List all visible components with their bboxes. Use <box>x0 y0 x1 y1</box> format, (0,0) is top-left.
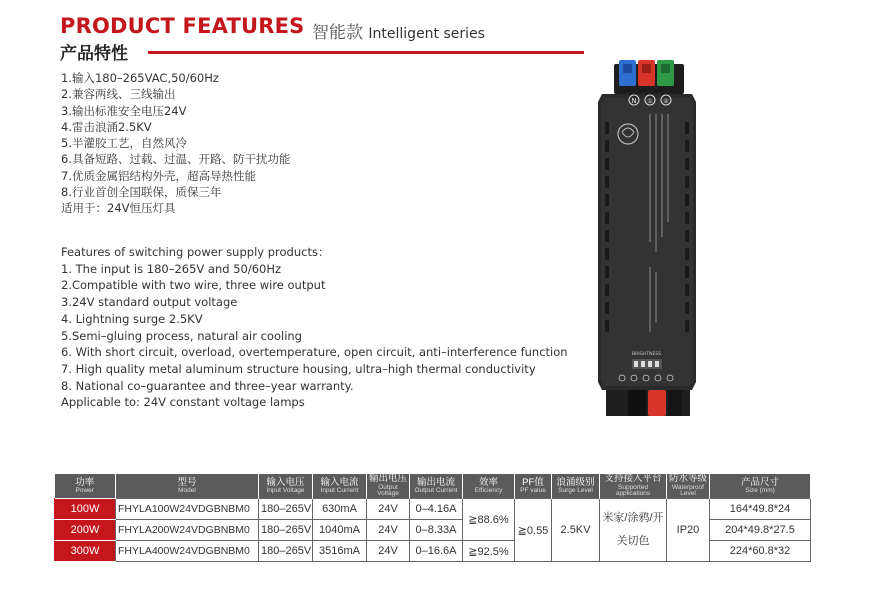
feature-en-item: 7. High quality metal aluminum structure housing, ultra–high thermal conductivity <box>61 361 536 376</box>
feature-cn-item: 2.兼容两线、三线输出 <box>61 87 176 102</box>
feature-en-item: 8. National co–guarantee and three–year warranty. <box>61 378 354 393</box>
cell-input-current: 1040mA <box>313 520 367 541</box>
cell-output-voltage: 24V <box>367 499 410 520</box>
feature-en-item: Applicable to: 24V constant voltage lamps <box>61 395 305 410</box>
cell-efficiency: ≧92.5% <box>463 541 515 562</box>
connector-label-n: N <box>631 97 637 105</box>
output-terminal-black <box>628 390 646 416</box>
feature-en-item: 1. The input is 180–265V and 50/60Hz <box>61 261 282 276</box>
cell-power: 100W <box>55 499 116 520</box>
header-power: 功率 Power <box>55 474 116 499</box>
header-input-voltage: 输入电压 Input Voltage <box>259 474 313 499</box>
cell-output-voltage: 24V <box>367 520 410 541</box>
spec-table <box>54 474 811 562</box>
cell-output-voltage: 24V <box>367 541 410 562</box>
power-supply-image <box>592 52 702 422</box>
connector-label-1: ① <box>647 98 653 105</box>
feature-cn-item: 1.输入180–265VAC,50/60Hz <box>61 71 219 85</box>
feature-cn-item: 3.输出标准安全电压24V <box>61 103 187 118</box>
features-english-list <box>61 244 568 411</box>
title-english: PRODUCT FEATURES <box>60 14 305 38</box>
cell-size: 224*60.8*32 <box>710 541 811 562</box>
series-label <box>312 18 485 43</box>
cell-model: FHYLA400W24VDGBNBM0 <box>116 541 259 562</box>
feature-en-item: 3.24V standard output voltage <box>61 295 238 310</box>
cell-size: 164*49.8*24 <box>710 499 811 520</box>
cell-output-current: 0–8.33A <box>410 520 463 541</box>
header-input-current: 输入电流 Input Current <box>313 474 367 499</box>
brightness-label: BRIGHTNESS <box>632 352 662 357</box>
title-chinese: 产品特性 <box>60 44 128 64</box>
table-row <box>55 499 811 520</box>
feature-en-heading: Features of switching power supply products： <box>61 245 330 259</box>
header-platform: 支持接入平台 Supported applications <box>600 474 667 499</box>
output-terminal-red <box>648 390 666 416</box>
header-model: 型号 Model <box>116 474 259 499</box>
feature-cn-item: 5.半灌胶工艺，自然风冷 <box>61 136 187 151</box>
feature-en-item: 2.Compatible with two wire, three wire output <box>61 278 326 293</box>
feature-en-item: 5.Semi–gluing process, natural air cooling <box>61 328 302 343</box>
title-divider <box>148 51 584 54</box>
series-english: Intelligent series <box>368 26 485 42</box>
feature-cn-item: 6.具备短路、过载、过温、开路、防干扰功能 <box>61 152 291 167</box>
header-pf: PF值 PF value <box>515 474 552 499</box>
cell-efficiency: ≧88.6% <box>463 499 515 541</box>
cell-input-voltage: 180–265V <box>259 499 313 520</box>
cell-waterproof: IP20 <box>667 499 710 562</box>
cell-input-voltage: 180–265V <box>259 520 313 541</box>
feature-cn-item: 7.优质金属铝结构外壳，超高导热性能 <box>61 168 256 183</box>
series-chinese: 智能款 <box>312 23 363 43</box>
header-size: 产品尺寸 Size (mm) <box>710 474 811 499</box>
cell-input-current: 630mA <box>313 499 367 520</box>
cell-model: FHYLA100W24VDGBNBM0 <box>116 499 259 520</box>
table-header-row <box>55 474 811 499</box>
features-chinese-list <box>61 70 290 217</box>
feature-en-item: 4. Lightning surge 2.5KV <box>61 311 203 326</box>
cell-size: 204*49.8*27.5 <box>710 520 811 541</box>
feature-cn-item: 8.行业首创全国联保，质保三年 <box>61 185 222 200</box>
feature-cn-item: 4.雷击浪涌2.5KV <box>61 119 152 134</box>
cell-pf: ≧0.55 <box>515 499 552 562</box>
cell-input-voltage: 180–265V <box>259 541 313 562</box>
cell-power: 200W <box>55 520 116 541</box>
feature-en-item: 6. With short circuit, overload, overtemperature, open circuit, anti–interference function <box>61 345 568 360</box>
header-surge: 浪涌级别 Surge Level <box>552 474 600 499</box>
cell-output-current: 0–4.16A <box>410 499 463 520</box>
header-output-voltage: 输出电压 Output Voltage <box>367 474 410 499</box>
feature-cn-item: 适用于：24V恒压灯具 <box>61 201 176 216</box>
header-output-current: 输出电流 Output Current <box>410 474 463 499</box>
cell-platform: 米家/涂鸦/开关切色 <box>600 499 667 562</box>
cell-input-current: 3516mA <box>313 541 367 562</box>
connector-label-2: ④ <box>663 98 669 105</box>
header-efficiency: 效率 Efficiency <box>463 474 515 499</box>
header-waterproof: 防水等级 Waterproof Level <box>667 474 710 499</box>
cell-surge: 2.5KV <box>552 499 600 562</box>
cell-power: 300W <box>55 541 116 562</box>
cell-model: FHYLA200W24VDGBNBM0 <box>116 520 259 541</box>
cell-output-current: 0–16.6A <box>410 541 463 562</box>
